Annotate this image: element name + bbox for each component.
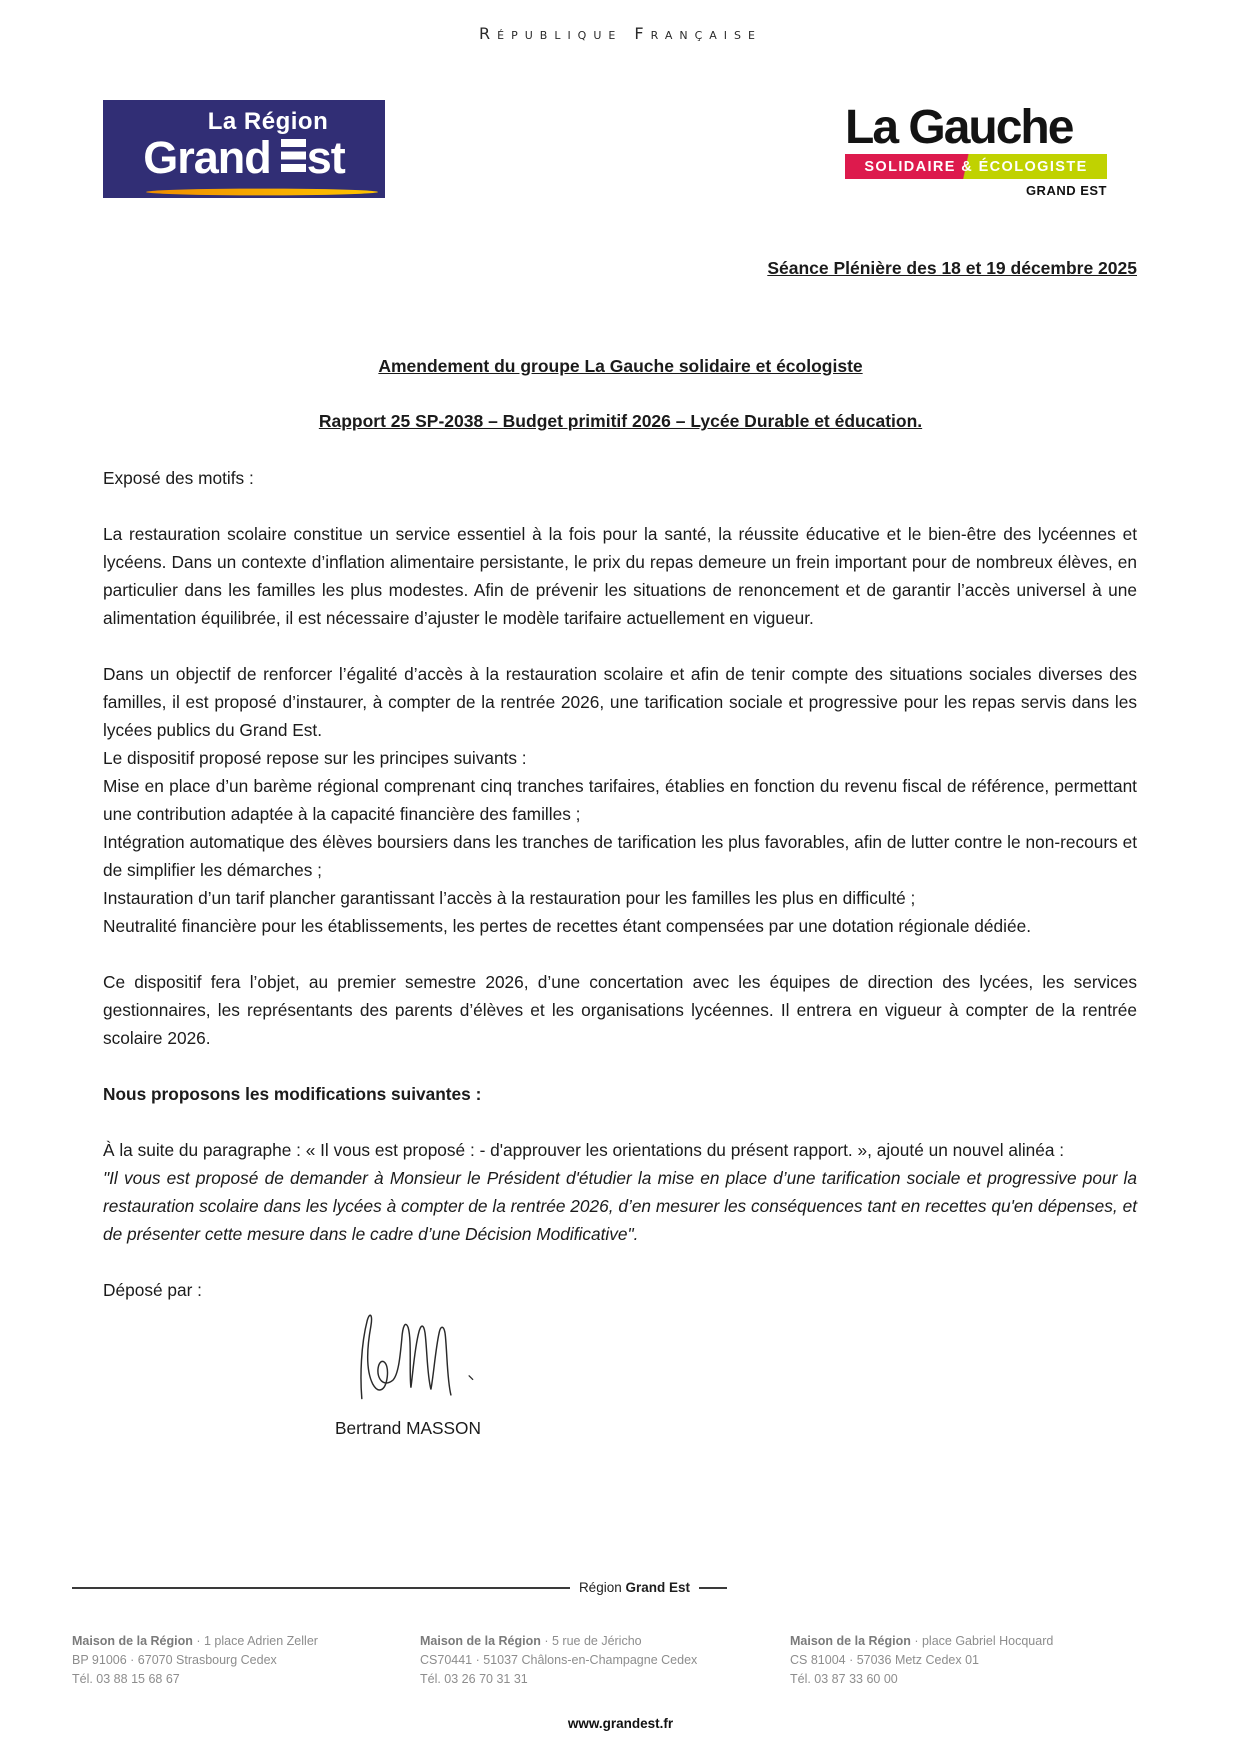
signer-name: Bertrand MASSON	[335, 1418, 481, 1438]
modifications-label: Nous proposons les modifications suivantes :	[103, 1084, 482, 1104]
office-address: · place Gabriel Hocquard	[914, 1634, 1054, 1648]
orange-swoosh-icon	[145, 188, 379, 196]
la-gauche-title: La Gauche	[845, 101, 1073, 154]
paragraph-dispositif-block	[103, 660, 1137, 940]
logo-region-line1: La Région	[207, 108, 329, 135]
divider-line-right	[699, 1587, 727, 1589]
stylized-e-icon	[281, 135, 306, 181]
principle-neutralite: Neutralité financière pour les établissements, les pertes de recettes étant compensées par une dotation régionale dédiée.	[103, 916, 1031, 936]
republique-francaise-header: République Française	[479, 24, 762, 43]
paragraph-suite: À la suite du paragraphe : « Il vous est proposé : - d'approuver les orientations du présent rapport. », ajouté un nouvel alinéa :	[103, 1140, 1065, 1160]
la-gauche-logo	[845, 101, 1107, 198]
seance-pleniere-title: Séance Plénière des 18 et 19 décembre 2025	[767, 258, 1137, 278]
footer-divider	[72, 1580, 727, 1595]
la-gauche-region-label: GRAND EST	[1025, 183, 1107, 198]
office-chalons	[420, 1632, 697, 1689]
principle-boursiers: Intégration automatique des élèves boursiers dans les tranches de tarification les plus favorables, afin de lutter contre le non-recours et de simplifier les démarches ;	[103, 832, 1137, 880]
office-line2: BP 91006 · 67070 Strasbourg Cedex	[72, 1653, 277, 1667]
divider-label-region: Région	[578, 1580, 622, 1595]
principle-tarif-plancher: Instauration d’un tarif plancher garantissant l’accès à la restauration pour les familles les plus en difficulté ;	[103, 888, 916, 908]
office-metz	[790, 1632, 1053, 1689]
office-address: · 1 place Adrien Zeller	[196, 1634, 318, 1648]
document-body	[103, 464, 1137, 1442]
paragraph-restauration: La restauration scolaire constitue un service essentiel à la fois pour la santé, la réussite éducative et le bien-être des lycéennes et lycéens. Dans un contexte d’inflation alimentaire persistante, le prix du repas demeure un frein important pour de nombreux élèves, en particulier dans les familles les plus modestes. Afin de prévenir les situations de renoncement et de garantir l’accès universel à une alimentation équilibrée, il est nécessaire d’ajuster le modèle tarifaire actuellement en vigueur.	[103, 524, 1137, 628]
depose-par-label: Déposé par :	[103, 1280, 202, 1300]
office-name: Maison de la Région	[420, 1634, 541, 1648]
logo-region-est-rest: st	[306, 132, 345, 183]
banner-text: SOLIDAIRE & ÉCOLOGISTE	[864, 158, 1088, 175]
office-strasbourg	[72, 1632, 318, 1689]
office-name: Maison de la Région	[72, 1634, 193, 1648]
office-line2: CS70441 · 51037 Châlons-en-Champagne Cedex	[420, 1653, 698, 1667]
expose-des-motifs-label: Exposé des motifs :	[103, 468, 254, 488]
region-grand-est-logo	[103, 100, 385, 198]
amendement-title	[0, 356, 1241, 377]
office-name: Maison de la Région	[790, 1634, 911, 1648]
office-address: · 5 rue de Jéricho	[544, 1634, 642, 1648]
paragraph-objectif: Dans un objectif de renforcer l’égalité d’accès à la restauration scolaire et afin de tenir compte des situations sociales diverses des familles, il est proposé d’instaurer, à compter de la rentrée 2026, une tarification sociale et progressive pour les repas servis dans les lycées publics du Grand Est.	[103, 664, 1137, 740]
divider-line-left	[72, 1587, 570, 1589]
rapport-title-text: Rapport 25 SP-2038 – Budget primitif 2026 – Lycée Durable et éducation.	[318, 411, 923, 431]
amendement-title-text: Amendement du groupe La Gauche solidaire et écologiste	[378, 356, 863, 376]
logo-region-grand: Grand	[143, 132, 271, 183]
office-phone: Tél. 03 26 70 31 31	[420, 1672, 528, 1686]
paragraph-quote: "Il vous est proposé de demander à Monsieur le Président d'étudier la mise en place d’une tarification sociale et progressive pour la restauration scolaire dans les lycées à compter de la rentrée 2026, d’en mesurer les conséquences tant en recettes qu'en dépenses, et de présenter cette mesure dans le cadre d’une Décision Modificative".	[103, 1168, 1137, 1244]
logo-region-line2	[103, 132, 385, 183]
solidaire-ecologiste-banner	[845, 154, 1107, 179]
principles-label: Le dispositif proposé repose sur les principes suivants :	[103, 748, 527, 768]
office-line1	[72, 1632, 318, 1651]
divider-label	[570, 1580, 699, 1595]
signature-image	[350, 1304, 510, 1404]
office-line1	[420, 1632, 697, 1651]
paragraph-concertation: Ce dispositif fera l’objet, au premier semestre 2026, d’une concertation avec les équipes de direction des lycées, les services gestionnaires, les représentants des parents d’élèves et les organisations lycéennes. Il entrera en vigueur à compter de la rentrée scolaire 2026.	[103, 972, 1137, 1048]
office-phone: Tél. 03 88 15 68 67	[72, 1672, 180, 1686]
principle-bareme: Mise en place d’un barème régional comprenant cinq tranches tarifaires, établies en fonction du revenu fiscal de référence, permettant une contribution adaptée à la capacité financière des familles ;	[103, 776, 1137, 824]
divider-label-grand-est: Grand Est	[625, 1580, 690, 1595]
office-phone: Tél. 03 87 33 60 00	[790, 1672, 898, 1686]
website-url: www.grandest.fr	[567, 1716, 674, 1731]
rapport-title	[0, 411, 1241, 432]
office-line1	[790, 1632, 1053, 1651]
office-line2: CS 81004 · 57036 Metz Cedex 01	[790, 1653, 980, 1667]
